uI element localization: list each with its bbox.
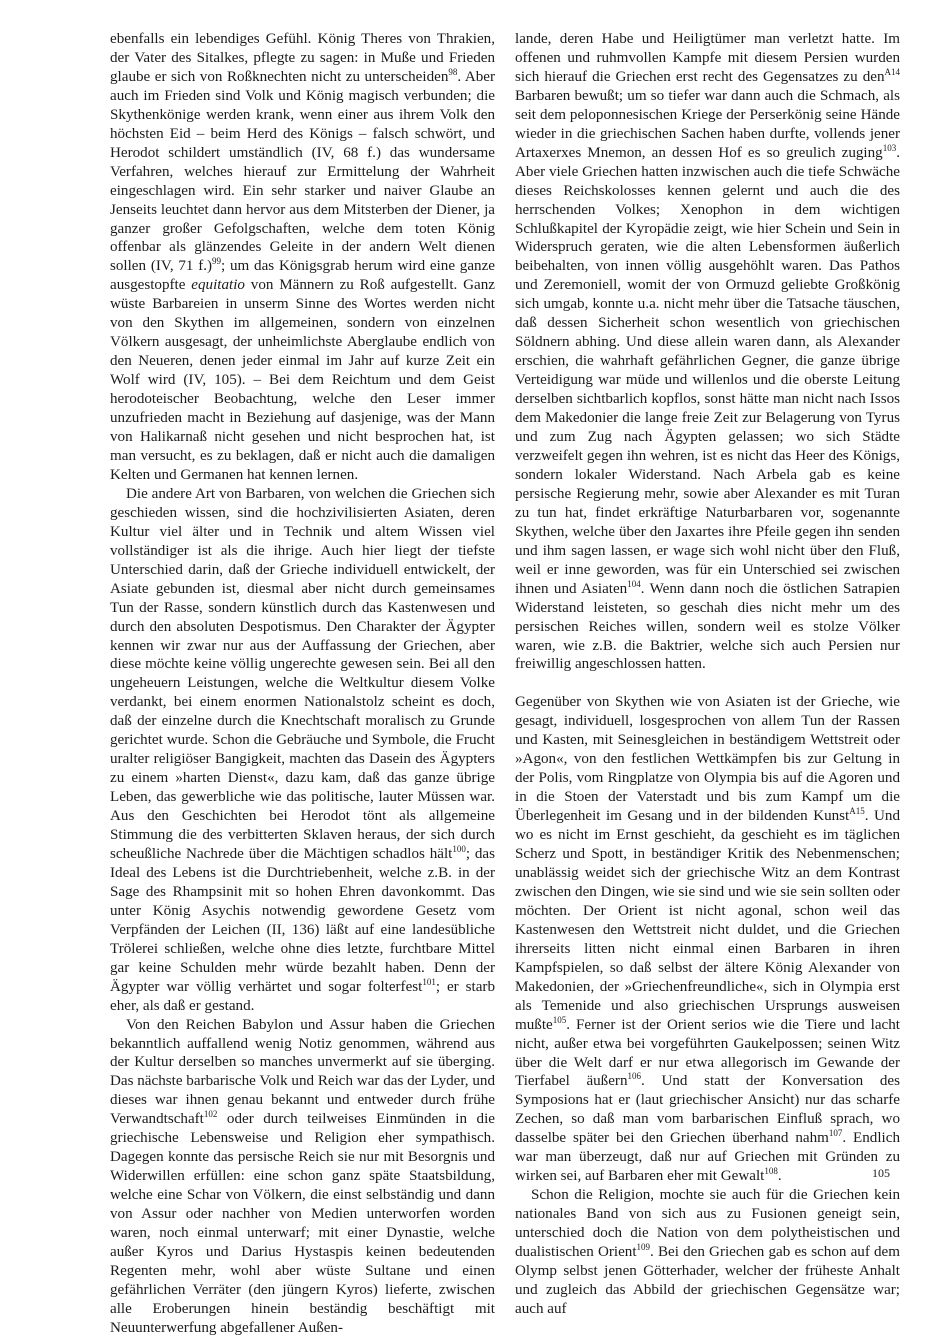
page-number: 105 bbox=[872, 1166, 890, 1180]
paragraph: Von den Reichen Babylon und Assur haben die Griechen bekanntlich auffallend wenig Notiz genommen, während aus der Kultur derselben so manches unvermerkt auf sie überging. Das nächste barbarische Volk und Reich war das der Lyder, und dieses war ihnen genau bekannt und entweder durch frühe Verwandtschaft$^{102}$ oder durch teilweises Einmünden in die griechische Lebensweise und Religion eher sympathisch. Dagegen konnte das persische Reich sie nur mit Besorgnis und Widerwillen erfüllen: eine schon ganz späte Staatsbildung, welche eine Schar von Völkern, die einst selbständig und dann von Assur oder nachher von Medien unterworfen worden waren, noch einmal unterwarf; mit einer Dynastie, welche außer Kyros und Darius Hystaspis keinen bedeutenden Regenten mehr, wohl aber wüste Sultane und einen gefährlichen Verräter (den jüngern Kyros) lieferte, zwischen alle Eroberungen hinein beständig beschäftigt mit Neuunterwerfung abgefallener Außen- bbox=[110, 1016, 495, 1336]
footnote-ref[interactable]: A14 bbox=[884, 66, 900, 77]
right-column bbox=[515, 30, 900, 1319]
paragraph: ebenfalls ein lebendiges Gefühl. König Theres von Thrakien, der Vater des Sitalkes, pflegte zu sagen: in Muße und Frieden glaube er sich von Roßknechten nicht zu unterscheiden$^{98}$. Aber auch im Frieden sind Volk und König magisch verbunden; die Skythenkönige werden krank, wenn einer aus ihrem Volk den höchsten Eid – beim Herd des Königs – falsch schwört, und Herodot schildert umständlich (IV, 68 f.) das wundersame Verfahren, welches hierauf zur Ermittelung der Wahrheit eingeschlagen wird. Ein sehr starker und naiver Glaube an Jenseits leuchtet dann hervor aus dem Mitsterben der Diener, ja ganzer großer Gefolgschaften, welche dem toten König offenbar als glänzendes Geleite in der andern Welt dienen sollen (IV, 71 f.)$^{99}$; um das Königsgrab herum wird eine ganze ausgestopfte equitatio von Männern zu Roß aufgestellt. Ganz wüste Barbareien in unserm Sinne des Wortes werden nicht von den Skythen im allgemeinen, sondern von einzelnen Völkern ausgesagt, der unheimlichste Aberglaube endlich von den Neueren, denen jeder einmal im Jahr auf kurze Zeit ein Wolf wird (IV, 105). – Bei dem Reichtum und dem Geist herodoteischer Beobachtung, welche den Leser immer unzufrieden macht in Beziehung auf dasjenige, was der Mann von Halikarnaß nicht gesehen und nicht besprochen hat, ist man versucht, es zu beklagen, daß er nicht auch die damaligen Kelten und Germanen hat kennen lernen. bbox=[110, 31, 495, 483]
footnote-ref[interactable]: 99 bbox=[212, 256, 222, 267]
footnote-ref[interactable]: 107 bbox=[828, 1128, 843, 1139]
footnote-ref[interactable]: 109 bbox=[636, 1242, 651, 1253]
paragraph: Gegenüber von Skythen wie von Asiaten ist der Grieche, wie gesagt, individuell, losgesprochen von allem Tun der Rassen und Kasten, mit Seinesgleichen in beständigem Wettstreit oder »Agon«, von den festlichen Wettkämpfen bis zur Geltung in der Polis, vom Ringplatze von Olympia bis auf die Agoren und in die Stoen der Vaterstadt und bis zum Kampf um die Überlegenheit im Gesang und in der bildenden Kunst$^{A15}$. Und wo es nicht im Ernst geschieht, da geschieht es im täglichen Scherz und Spott, in beständiger Kritik des Nebenmenschen; unablässig weidet sich der griechische Witz an dem Kontrast zwischen den Dingen, wie sie sind und wie sie sein sollten oder möchten. Der Orient ist nicht agonal, schon weil das Kastenwesen den Wettstreit nicht duldet, und die Griechen ihrerseits litten nicht einmal einen Barbaren in ihren Kampfspielen, so daß selbst der ältere König Alexander von Makedonien, der »Griechenfreundliche«, sich in Olympia erst als Temenide und also griechischen Ursprungs ausweisen mußte$^{105}$. Ferner ist der Orient serios wie die Tiere und lacht nicht, außer etwa bei vorgeführten Gaukelpossen; seinen Witz über die Welt darf er nur etwa allegorisch im Gewande der Tierfabel äußern$^{106}$. Und statt der Konversation des Symposions hat er (laut griechischer Ansicht) nur das scharfe Zechen, so daß man vom barbarischen Einfluß sprach, wo dasselbe später bei den Griechen überhand nahm$^{107}$. Endlich war man überzeugt, daß nur auf Griechen mit Gründen zu wirken sei, auf Barbaren eher mit Gewalt$^{108}$. bbox=[515, 694, 900, 1185]
footnote-ref[interactable]: 98 bbox=[448, 66, 458, 77]
paragraph: Die andere Art von Barbaren, von welchen die Griechen sich geschieden wissen, sind die hochzivilisierten Asiaten, deren Kultur viel älter und in Technik und altem Wissen viel vollständiger ist als die ihrige. Auch hier liegt der tiefste Unterschied darin, daß der Grieche individuell entwickelt, der Asiate gebunden ist, diesmal aber nicht durch gemeinsames Tun der Rasse, sondern künstlich durch das Kastenwesen und durch den absoluten Despotismus. Den Charakter der Ägypter kennen wir zwar nur aus der Auffassung der Griechen, aber diese möchte keine völlig ungerechte gewesen sein. Bei all den ungeheuern Leistungen, welche die Weltkultur diesem Volke verdankt, bei einem enormen Nationalstolz scheint es doch, daß der einzelne durch die Knechtschaft moralisch zu Grunde gerichtet wurde. Schon die Gebräuche und Symbole, die Frucht uralter religiöser Bangigkeit, machten das Dasein des Ägypters zu einem »harten Dienst«, dazu kam, daß das ganze übrige Leben, das gewerbliche wie das politische, lauter Müssen war. Aus den Geschichten bei Herodot tönt als allgemeine Stimmung die des verbitterten Sklaven heraus, der sich durch scheußliche Nachrede über die Mächtigen schadlos hält$^{100}$; das Ideal des Lebens ist die Durchtriebenheit, welche z.B. in der Sage des Rhampsinit mit so hohen Ehren davonkommt. Das unter König Asychis notwendig gewordene Gesetz vom Verpfänden der Leichen (II, 136) läßt auf eine landesübliche Trölerei schließen, welche ohne dies letzte, furchtbare Mittel gar keine Schulden mehr würde bezahlt haben. Denn der Ägypter war völlig verhärtet und sogar folterfest$^{101}$; er starb eher, als daß er gestand. bbox=[110, 485, 496, 1014]
paragraph: Schon die Religion, mochte sie auch für die Griechen kein nationales Band von sich aus zu Fusionen geneigt sein, unterschied doch die Nation von dem polytheistischen und dualistischen Orient$^{109}$. Bei den Griechen gab es schon auf dem Olymp selbst jenen Götterhader, welcher der früheste Anhalt und zugleich das Abbild der griechischen Gegensätze war; auch auf bbox=[515, 1187, 900, 1317]
footnote-ref[interactable]: A15 bbox=[849, 806, 865, 817]
footnote-ref[interactable]: 101 bbox=[422, 976, 436, 987]
footnote-ref[interactable]: 106 bbox=[627, 1071, 642, 1082]
paragraph: lande, deren Habe und Heiligtümer man verletzt hatte. Im offenen und ruhmvollen Kampfe mit diesem Persien wurden sich hierauf die Griechen erst recht des Gegensatzes zu den$^{A14}$ Barbaren bewußt; um so tiefer war dann auch die Schmach, als seit dem peloponnesischen Kriege der Perserkönig seine Hände wieder in die griechischen Sachen haben durfte, vollends jener Artaxerxes Mnemon, an dessen Hof es so greulich zuging$^{103}$. Aber viele Griechen hatten inzwischen auch die tiefe Schwäche dieses Reichskolosses kennen gelernt und auch die des herrschenden Volkes; Xenophon in dem wichtigen Schlußkapitel der Kyropädie zeigt, wie hier Schein und Sein in Widerspruch geraten, wie die alten Lebensformen äußerlich beibehalten, von innen völlig ausgehöhlt waren. Das Pathos und Zeremoniell, womit der von Ormuzd geliebte Großkönig sich umgab, konnte u.a. nicht mehr über die Tatsache täuschen, daß dessen Sicherheit schon wesentlich von griechischen Söldnern abhing. Und diese allein waren dann, als Alexander erschien, die wahrhaft gefährlichen Gegner, die ganze übrige Verteidigung war müde und willenlos und die oberste Leitung derselben sichtbarlich kopflos, sonst hätte man nicht nach Issos dem Makedonier die lange freie Zeit zur Belagerung von Tyrus und zum Zug nach Ägypten gelassen; wo sich Städte verzweifelt gegen ihn wehren, ist es nicht das Heer des Königs, sondern lokaler Widerstand. Nach Arbela gab es keine persische Regierung mehr, sowie aber Alexander es mit Turan zu tun hat, findet erkräftige Naturbarbaren vor, sogenannte Skythen, welche über den Jaxartes ihre Pfeile gegen ihn senden und ihm sagen lassen, er wage sich wohl nicht über den Fluß, weil er inne geworden, was für ein Unterschied sei zwischen ihnen und Asiaten$^{104}$. Wenn dann noch die östlichen Satrapien Widerstand leisteten, so geschah dies nicht mehr um des persischen Reiches willen, sondern weil es stolze Völker waren, wie z.B. die Baktrier, welche sich auch Persien nur freiwillig angeschlossen hatten. bbox=[515, 31, 900, 673]
footnote-ref[interactable]: 108 bbox=[764, 1166, 778, 1177]
footnote-ref[interactable]: 102 bbox=[203, 1109, 218, 1120]
footnote-ref[interactable]: 100 bbox=[452, 843, 466, 854]
footnote-ref[interactable]: 103 bbox=[882, 142, 897, 153]
left-column bbox=[110, 30, 495, 1338]
footnote-ref[interactable]: 105 bbox=[552, 1014, 567, 1025]
footnote-ref[interactable]: 104 bbox=[627, 578, 641, 589]
